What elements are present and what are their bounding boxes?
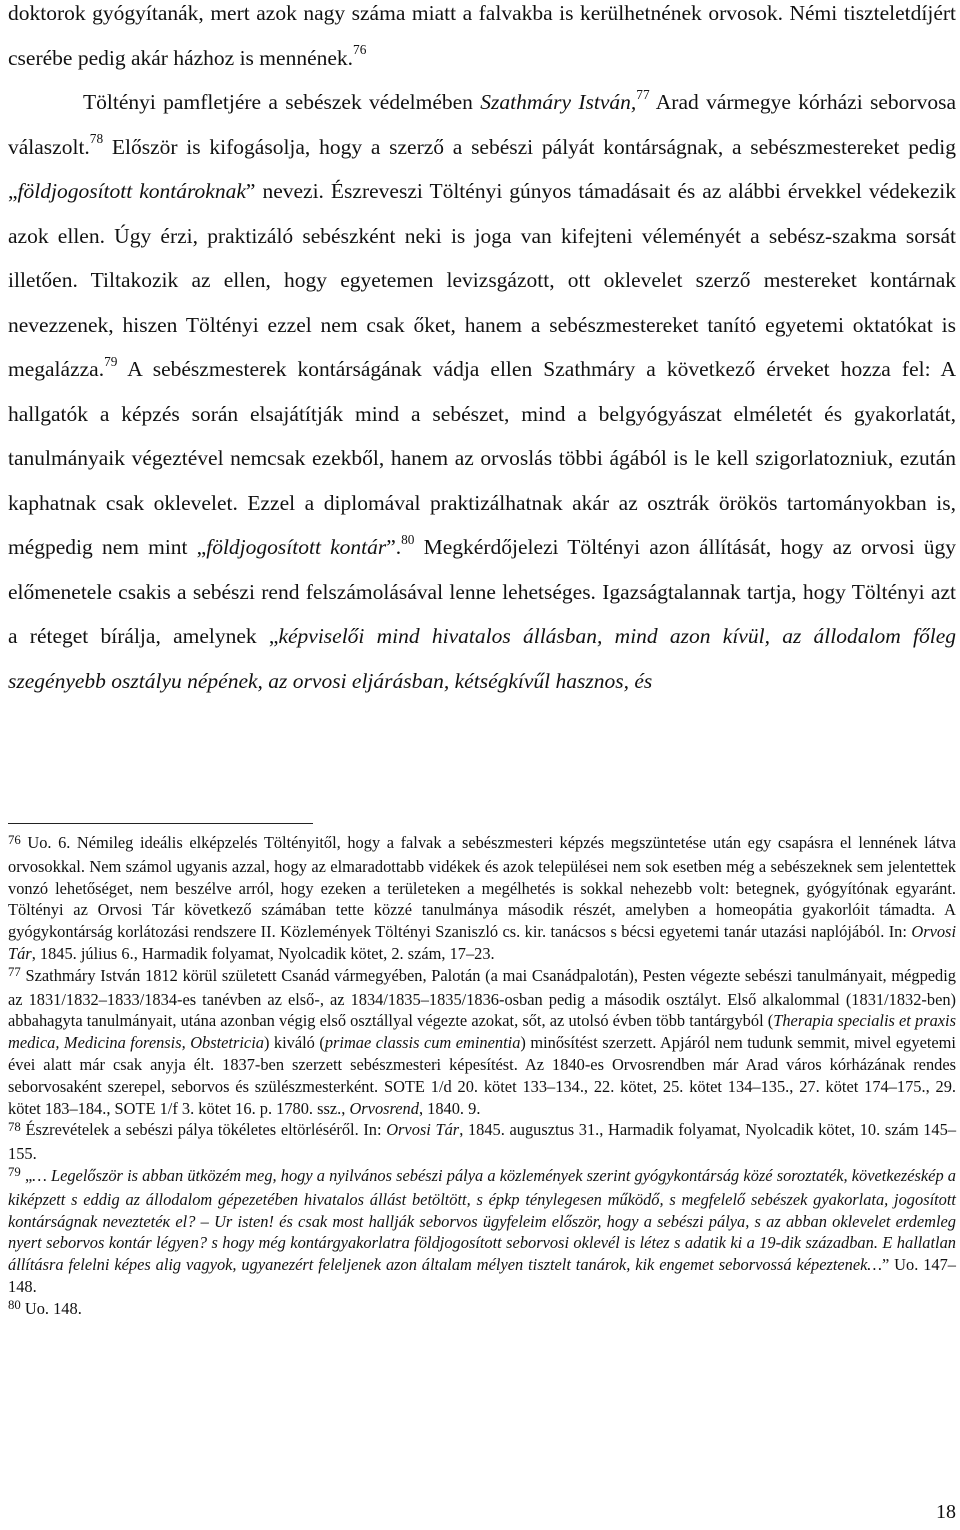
footnote-text: , 1845. augusztus 31., Harmadik folyamat, Nyolcadik kötet, 10. szám 145–155. (8, 1120, 957, 1164)
footnote-separator (8, 823, 313, 824)
paragraph-text: Töltényi pamfletjére a sebészek védelmében (83, 90, 481, 114)
footnote-text: ) kiváló ( (263, 1033, 325, 1053)
footnote-79 (8, 1165, 956, 1298)
footnote-number: 76 (8, 832, 21, 847)
footnote-80 (8, 1298, 956, 1322)
page-number: 18 (936, 1501, 956, 1523)
footnote-ref-79[interactable]: 79 (104, 353, 118, 369)
footnote-text: „ (20, 1165, 33, 1185)
grade-text: primae classis cum eminentia (324, 1033, 521, 1053)
footnote-number: 77 (8, 965, 21, 980)
quote-text: … Legelőször is abban ütközém meg, hogy a nyilvános sebészi pálya a közlemények szerint gyógykontárság közé soroztaték, következéskép a kiképzett s eddig az állodalom gépezetében hivatalos állást betöltött, s épkp ténylegesen működő, s megfelelő sebészek gyakorlata, jogosított kontárságnak neveztetéк el? – Ur isten! és csak most hallják seborvos ügyfeleim először, hogy a sebészi pálya, s az abban oklevelet erdemleg nyert seborvos kontár légyen? s hogy még kontárgyakorlatra földjogosított seborvosi oklevél is létez s adatik ki a 19-dik században. E hallatlan állításra felelni képes alig vagyok, ugyanezért feleljenek azon általam mélyen tisztelt tanárok, kik engemet seborvossá képeztenek… (8, 1165, 957, 1275)
footnote-76 (8, 832, 956, 965)
subject-list: Therapia specialis et praxis medica, Medicina forensis, Obstetricia (8, 1011, 956, 1053)
footnote-ref-76[interactable]: 76 (353, 42, 367, 58)
quote-text: képviselői mind hivatalos állásban, mind azon kívül, az állodalom főleg szegényebb osztályu népének, az orvosi eljárásban, kétségkívűl hasznos, és (8, 624, 956, 693)
paragraph-text: Megkérdőjelezi Töltényi azon állítását, hogy az orvosi ügy előmenetele csakis a sebészi rend felszámolásával lenne lehetséges. Igazságtalannak tartja, hogy Töltényi azt a réteget bírálja, amelynek „ (8, 535, 956, 648)
footnote-text: , 1840. 9. (418, 1098, 481, 1118)
footnote-number: 80 (8, 1298, 21, 1313)
paragraph-1 (8, 0, 956, 80)
footnote-77 (8, 965, 956, 1120)
footnote-78 (8, 1119, 956, 1165)
paragraph-2 (8, 80, 956, 703)
main-body-text (8, 0, 956, 703)
journal-title: Orvosrend (349, 1098, 419, 1118)
footnote-text: ” Uo. 147–148. (8, 1255, 956, 1296)
footnote-text: Szathmáry István 1812 körül született Csanád vármegyében, Palotán (a mai Csanádpalotán), Pesten végezte sebészi tanulmányait, mégpedig az 1831/1832–1833/1834-es tanévben az első-, az 1834/1835–1835/1836-osban pedig a második osztályt. Első alkalommal (1831/1832-ben) abbahagyta tanulmányait, utána azonban végig első osztállyal végezte azokat, sőt, az utolsó évben több tantárgyból ( (8, 965, 956, 1031)
journal-title: Orvosi Tár (386, 1120, 460, 1140)
footnotes (8, 832, 956, 1322)
journal-title: Orvosi Tár (8, 922, 956, 963)
footnote-ref-77[interactable]: 77 (636, 86, 650, 102)
quote-text: földjogosított kontár (206, 535, 387, 559)
paragraph-text: A sebészmesterek kontárságának vádja ellen Szathmáry a következő érveket hozza fel: A hallgatók a képzés során elsajátítják mind a sebészet, mind a belgyógyászat elméletét és gyakorlatát, tanulmányaik végeztével nemcsak ezekből, hanem az orvoslás többi ágából is le kell szigorlatozniuk, ezután kaphatnak csak oklevelet. Ezzel a diplomával praktizálhatnak akár az osztrák örökös tartományokban is, mégpedig nem mint „ (8, 357, 956, 559)
person-name: Szathmáry István, (480, 90, 637, 114)
footnote-text: ) minősítést szerzett. Apjáról nem tudunk semmit, mivel egyetemi évei alatt már csak anyja élt. 1837-ben szerzett sebészmesteri képesítést. Az 1840-es Orvosrendben már Arad város kórházának rendes seborvosaként szerepel, seborvos és szülészmesterként. SOTE 1/d 20. kötet 133–134., 22. kötet, 25. kötet 134–135., 27. kötet 174–175., 29. kötet 183–184., SOTE 1/f 3. kötet 16. p. 1780. ssz., (8, 1033, 956, 1118)
footnote-text: , 1845. július 6., Harmadik folyamat, Nyolcadik kötet, 2. szám, 17–23. (31, 943, 495, 963)
document-page (8, 0, 956, 1530)
paragraph-text: Arad vármegye kórházi seborvosa válaszolt. (8, 90, 956, 159)
footnote-ref-78[interactable]: 78 (89, 131, 104, 147)
paragraph-text: Először is kifogásolja, hogy a szerző a sebészi pályát kontárságnak, a sebészmestereket pedig „ (8, 134, 956, 203)
paragraph-text: doktorok gyógyítanák, mert azok nagy száma miatt a falvakba is kerülhetnének orvosok. Némi tiszteletdíjért cserébe pedig akár házhoz is mennének. (8, 1, 956, 70)
footnote-number: 79 (8, 1165, 21, 1180)
quote-text: földjogosított kontároknak (17, 179, 246, 203)
footnote-number: 78 (8, 1119, 21, 1134)
footnote-text: Uo. 148. (20, 1298, 82, 1318)
paragraph-text: ” nevezi. Észreveszi Töltényi gúnyos támadásait és az alábbi érvekkel védekezik azok ellen. Úgy érzi, praktizáló sebészként neki is joga van kifejteni véleményét a sebész-szakma sorsát illetően. Tiltakozik az ellen, hogy egyetemen levizsgázott, ott oklevelet szerző mestereket kontárnak nevezzenek, hiszen Töltényi ezzel nem csak őket, hanem a sebészmestereket tanító egyetemi oktatókat is megalázza. (8, 179, 956, 381)
footnote-text: Észrevételek a sebészi pálya tökéletes eltörléséről. In: (20, 1120, 387, 1140)
footnote-ref-80[interactable]: 80 (401, 531, 415, 547)
footnote-text: Uo. 6. Némileg ideális elképzelés Töltényitől, hogy a falvak a sebészmesteri képzés megszüntetése után egy csapásra el lennének látva orvosokkal. Nem számol ugyanis azzal, hogy az elmaradottabb vidékek és azok települései nem sok esetben még a sebészeknek sem jelentettek vonzó lehetőséget, nem beszélve arról, hogy ezeken a területeken a megélhetés is sokkal nehezebb volt: betegnek, gyógyítónak egyaránt. Töltényi az Orvosi Tár következő számában tette közzé tanulmánya második részét, amelyben a homeopátia gyakorlóit támadta. A gyógykontárság korlátozási rendszere II. Közlemények Töltényi Szaniszló cs. kir. tanácsos s bécsi egyetemi tanár utazási naplójából. In: (8, 833, 956, 942)
paragraph-text: ”. (386, 535, 402, 559)
